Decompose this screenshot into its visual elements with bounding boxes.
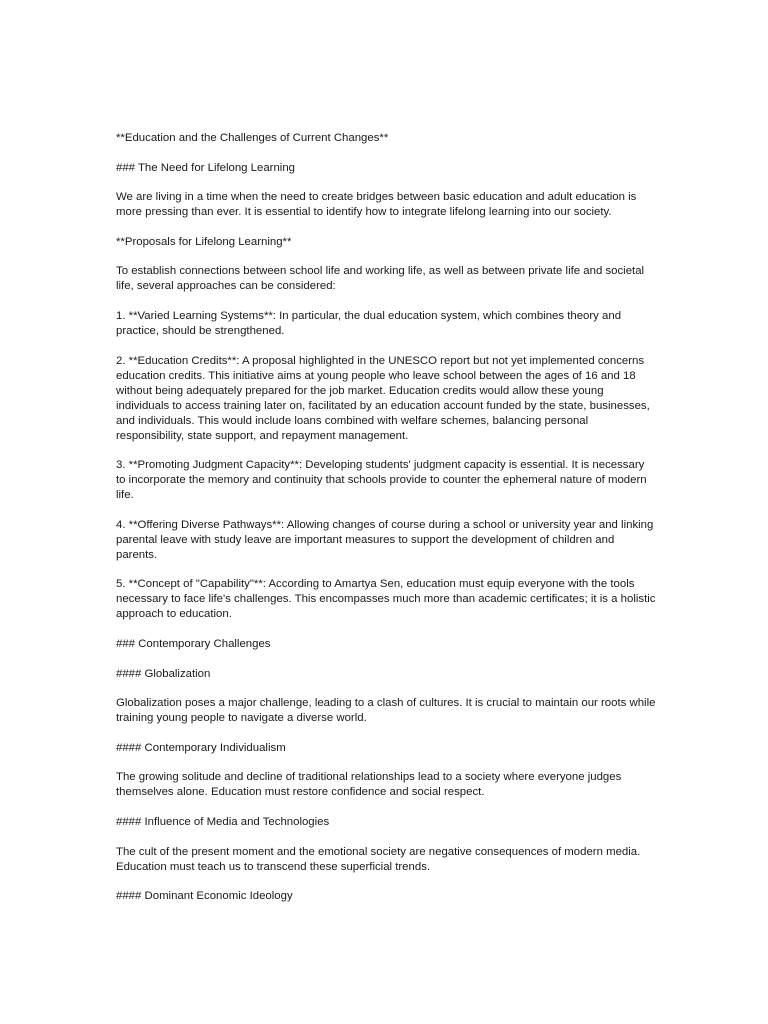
list-item-education-credits: 2. **Education Credits**: A proposal highlighted in the UNESCO report but not yet implemented concerns education credits. This initiative aims at young people who leave school between the ages of 16 and 18 without being adequately prepared for the job market. Education credits would allow these young individuals to access training later on, facilitated by an education account funded by the state, businesses, and individuals. This would include loans combined with welfare schemes, balancing personal responsibility, state support, and repayment management.: [116, 354, 650, 442]
paragraph-intro: We are living in a time when the need to create bridges between basic education and adult education is more pressing than ever. It is essential to identify how to integrate lifelong learning into our society.: [116, 191, 637, 219]
subheading-media-technologies: #### Influence of Media and Technologies: [116, 815, 330, 828]
paragraph-individualism: The growing solitude and decline of traditional relationships lead to a society where everyone judges themselves alone. Education must restore confidence and social respect.: [116, 771, 622, 799]
paragraph-media: The cult of the present moment and the emotional society are negative consequences of modern media. Education must teach us to transcend these superficial trends.: [116, 845, 641, 873]
subheading-individualism: #### Contemporary Individualism: [116, 741, 286, 754]
section-heading-contemporary-challenges: ### Contemporary Challenges: [116, 637, 271, 650]
document-body: [116, 131, 656, 919]
list-item-judgment-capacity: 3. **Promoting Judgment Capacity**: Developing students' judgment capacity is essential. It is necessary to incorporate the memory and continuity that schools provide to counter the ephemeral nature of modern life.: [116, 459, 647, 502]
list-item-capability: 5. **Concept of "Capability"**: According to Amartya Sen, education must equip everyone with the tools necessary to face life's challenges. This encompasses much more than academic certificates; it is a holistic approach to education.: [116, 578, 656, 621]
subheading-economic-ideology: #### Dominant Economic Ideology: [116, 890, 293, 903]
list-item-diverse-pathways: 4. **Offering Diverse Pathways**: Allowing changes of course during a school or university year and linking parental leave with study leave are important measures to support the development of children and parents.: [116, 518, 654, 561]
subheading-globalization: #### Globalization: [116, 667, 211, 680]
paragraph-globalization: Globalization poses a major challenge, leading to a clash of cultures. It is crucial to maintain our roots while training young people to navigate a diverse world.: [116, 697, 656, 725]
subheading-proposals: **Proposals for Lifelong Learning**: [116, 235, 292, 248]
section-heading-lifelong-learning: ### The Need for Lifelong Learning: [116, 161, 296, 174]
paragraph-approaches: To establish connections between school life and working life, as well as between private life and societal life, several approaches can be considered:: [116, 265, 645, 293]
document-title: **Education and the Challenges of Current Changes**: [116, 132, 389, 144]
list-item-varied-learning: 1. **Varied Learning Systems**: In particular, the dual education system, which combines theory and practice, should be strengthened.: [116, 309, 622, 337]
